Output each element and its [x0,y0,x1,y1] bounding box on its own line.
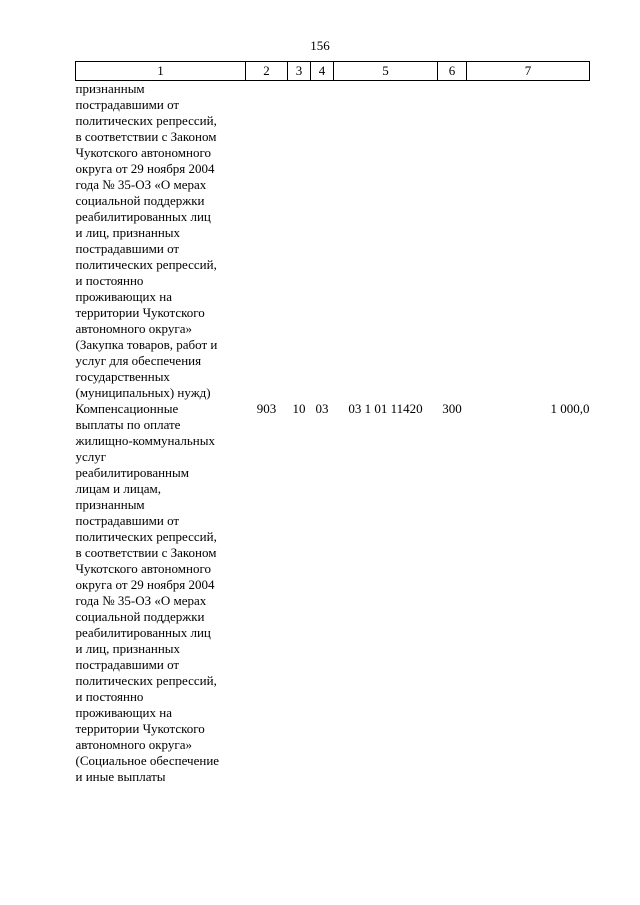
row-subsection: 03 [315,401,329,416]
row-ministry-code [246,81,288,402]
row-expense-type: 300 [442,401,462,416]
header-col-7: 7 [467,62,590,81]
row-subsection [311,81,334,402]
row-section: 10 [292,401,306,416]
row-expense-type [438,81,467,402]
table-row [76,81,590,402]
page-number: 156 [310,38,330,53]
row-section [288,81,311,402]
header-col-3: 3 [288,62,311,81]
header-col-4: 4 [311,62,334,81]
row-target-article [334,81,438,402]
row-amount: 1 000,0 [550,401,590,416]
header-col-2: 2 [246,62,288,81]
row-name: признанным пострадавшими от политических репрессий, в соответствии с Законом Чукотского автономного округа от 29 ноября 2004 года № 35-ОЗ «О мерах социальной поддержки реабилитированных лиц и лиц, признанных пострадавшими от политических репрессий, и постоянно проживающих на территории Чукотского автономного округа» (Закупка товаров, работ и услуг для обеспечения государственных (муниципальных) нужд) [75,81,218,400]
table-row [76,401,590,785]
header-col-5: 5 [334,62,438,81]
row-ministry-code: 903 [256,401,277,416]
row-target-article: 03 1 01 11420 [348,401,423,416]
row-amount [467,81,590,402]
header-row [76,62,590,81]
budget-table [75,61,590,785]
table-header [76,62,590,81]
table-body [76,81,590,786]
row-name: Компенсационные выплаты по оплате жилищно-коммунальных услуг реабилитированным лицам и лицам, признанным пострадавшими от политических репрессий, в соответствии с Законом Чукотского автономного округа от 29 ноября 2004 года № 35-ОЗ «О мерах социальной поддержки реабилитированных лиц и лиц, признанных пострадавшими от политических репрессий, и постоянно проживающих на территории Чукотского автономного округа» (Социальное обеспечение и иные выплаты [75,401,220,784]
header-col-1: 1 [76,62,246,81]
header-col-6: 6 [438,62,467,81]
